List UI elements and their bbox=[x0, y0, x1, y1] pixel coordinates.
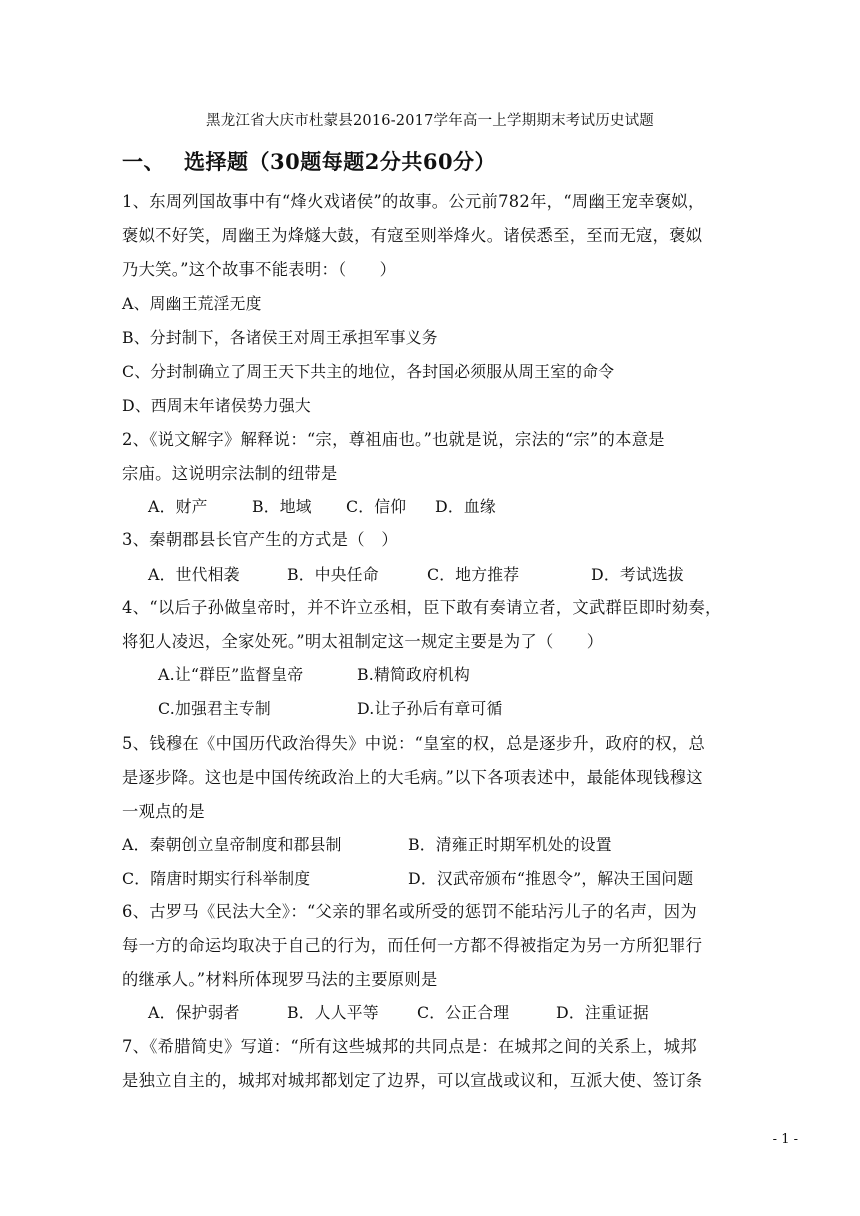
question-1-option-d: D、西周末年诸侯势力强大 bbox=[122, 396, 311, 415]
page-number: - 1 - bbox=[772, 1132, 798, 1147]
question-3-option-c: C．地方推荐 bbox=[427, 565, 520, 584]
question-6-option-b: B．人人平等 bbox=[287, 1003, 379, 1022]
section-heading bbox=[122, 146, 496, 176]
question-5-option-c: C．隋唐时期实行科举制度 bbox=[122, 869, 311, 888]
question-3-option-a: A．世代相袭 bbox=[148, 565, 240, 584]
question-6-option-d: D．注重证据 bbox=[556, 1003, 649, 1022]
question-4-option-a: A.让“群臣”监督皇帝 bbox=[158, 665, 304, 684]
document-title: 黑龙江省大庆市杜蒙县2016-2017学年高一上学期期末考试历史试题 bbox=[206, 113, 654, 129]
section-title: 选择题（30题每题2分共60分） bbox=[184, 149, 497, 174]
question-1-line-3: 乃大笑。”这个故事不能表明：（ ） bbox=[122, 260, 397, 279]
question-6-option-c: C．公正合理 bbox=[417, 1003, 510, 1022]
question-3-option-d: D．考试选拔 bbox=[591, 565, 684, 584]
question-5-option-d: D．汉武帝颁布“推恩令”，解决王国问题 bbox=[408, 869, 694, 888]
question-4-option-d: D.让子孙后有章可循 bbox=[357, 699, 503, 718]
question-2-option-a: A．财产 bbox=[148, 497, 208, 516]
question-4-option-c: C.加强君主专制 bbox=[158, 699, 271, 718]
question-6-line-1: 6、古罗马《民法大全》：“父亲的罪名或所受的惩罚不能玷污儿子的名声，因为 bbox=[122, 902, 697, 921]
question-2-line-1: 2、《说文解字》解释说：“宗，尊祖庙也。”也就是说，宗法的“宗”的本意是 bbox=[122, 430, 665, 449]
question-6-line-2: 每一方的命运均取决于自己的行为，而任何一方都不得被指定为另一方所犯罪行 bbox=[122, 936, 703, 955]
question-5-line-2: 是逐步降。这也是中国传统政治上的大毛病。”以下各项表述中，最能体现钱穆这 bbox=[122, 768, 703, 787]
question-5-line-3: 一观点的是 bbox=[122, 802, 205, 821]
question-1-line-1: 1、东周列国故事中有“烽火戏诸侯”的故事。公元前782年，“周幽王宠幸褒姒， bbox=[122, 192, 705, 211]
question-3-option-b: B．中央任命 bbox=[287, 565, 379, 584]
question-2-line-2: 宗庙。这说明宗法制的纽带是 bbox=[122, 464, 338, 483]
question-4-option-b: B.精简政府机构 bbox=[357, 665, 471, 684]
question-1-option-b: B、分封制下，各诸侯王对周王承担军事义务 bbox=[122, 328, 438, 347]
question-2-option-d: D．血缘 bbox=[435, 497, 496, 516]
question-6-option-a: A．保护弱者 bbox=[148, 1003, 240, 1022]
question-5-line-1: 5、钱穆在《中国历代政治得失》中说：“皇室的权，总是逐步升，政府的权，总 bbox=[122, 734, 706, 753]
question-7-line-1: 7、《希腊简史》写道：“所有这些城邦的共同点是：在城邦之间的关系上，城邦 bbox=[122, 1037, 697, 1056]
section-number: 一、 bbox=[122, 149, 165, 174]
question-1-option-c: C、分封制确立了周王天下共主的地位，各封国必须服从周王室的命令 bbox=[122, 362, 615, 381]
question-3-line-1: 3、秦朝郡县长官产生的方式是（ ） bbox=[122, 530, 398, 549]
question-7-line-2: 是独立自主的，城邦对城邦都划定了边界，可以宣战或议和，互派大使、签订条 bbox=[122, 1071, 703, 1090]
question-1-option-a: A、周幽王荒淫无度 bbox=[122, 294, 262, 313]
question-5-option-a: A．秦朝创立皇帝制度和郡县制 bbox=[122, 835, 342, 854]
question-2-option-b: B．地域 bbox=[252, 497, 312, 516]
question-4-line-1: 4、“以后子孙做皇帝时，并不许立丞相，臣下敢有奏请立者，文武群臣即时劾奏， bbox=[122, 598, 722, 617]
question-4-line-2: 将犯人凌迟，全家处死。”明太祖制定这一规定主要是为了（ ） bbox=[122, 632, 604, 651]
question-6-line-3: 的继承人。”材料所体现罗马法的主要原则是 bbox=[122, 970, 438, 989]
question-5-option-b: B．清雍正时期军机处的设置 bbox=[408, 835, 612, 854]
question-2-option-c: C．信仰 bbox=[346, 497, 407, 516]
question-1-line-2: 褒姒不好笑，周幽王为烽燧大鼓，有寇至则举烽火。诸侯悉至，至而无寇，褒姒 bbox=[122, 226, 703, 245]
